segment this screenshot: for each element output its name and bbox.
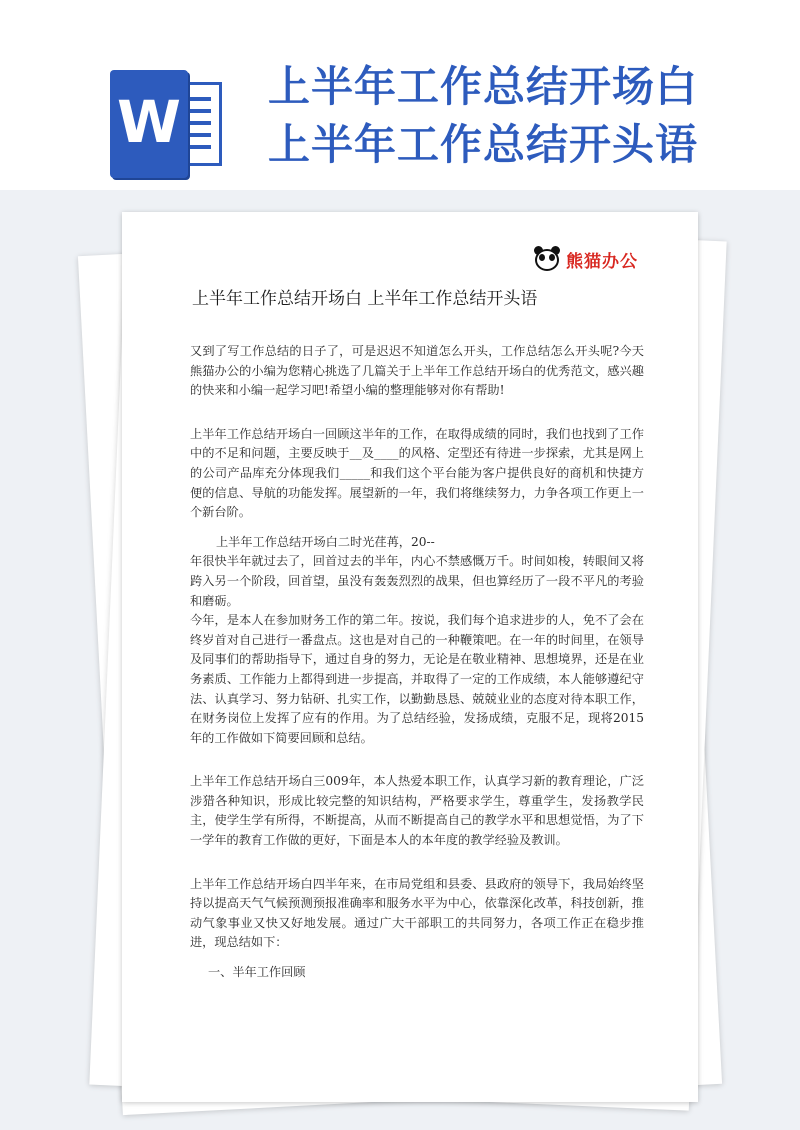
paragraph-intro: 又到了写工作总结的日子了，可是迟迟不知道怎么开头，工作总结怎么开头呢?今天熊猫办公的小编为您精心挑选了几篇关于上半年工作总结开场白的优秀范文，感兴趣的快来和小编一起学习吧!希望小编的整理能够对你有帮助! — [190, 344, 644, 398]
brand-logo-text: 熊猫办公 — [566, 251, 638, 272]
document-page[interactable] — [122, 212, 698, 1102]
paragraph-four: 上半年工作总结开场白四半年来，在市局党组和县委、县政府的领导下，我局始终坚持以提高天气气候预测预报准确率和服务水平为中心，依靠深化改革，科技创新，推动气象事业又快又好地发展。通过广大干部职工的共同努力，各项工作正在稳步推进，现总结如下： — [190, 876, 644, 950]
paragraph-two: 年很快半年就过去了，回首过去的半年，内心不禁感慨万千。时间如梭，转眼间又将跨入另一个阶段，回首望，虽没有轰轰烈烈的战果，但也算经历了一段不平凡的考验和磨砺。 — [190, 554, 644, 608]
section-heading: 一、半年工作回顾 — [208, 965, 306, 980]
brand-logo — [532, 246, 638, 272]
panda-icon — [532, 246, 562, 272]
paragraph-two-heading: 上半年工作总结开场白二时光荏苒，20-- — [216, 534, 435, 549]
paragraph-two-continued: 今年，是本人在参加财务工作的第二年。按说，我们每个追求进步的人，免不了会在终岁首对自己进行一番盘点。这也是对自己的一种鞭策吧。在一年的时间里，在领导及同事们的帮助指导下，通过自身的努力，无论是在敬业精神、思想境界，还是在业务素质、工作能力上都得到进一步提高，并取得了一定的工作成绩，本人能够遵纪守法、认真学习、努力钻研、扎实工作，以勤勤恳恳、兢兢业业的态度对待本职工作，在财务岗位上发挥了应有的作用。为了总结经验，发扬成绩，克服不足，现将2015年的工作做如下简要回顾和总结。 — [190, 613, 644, 745]
banner-title-line-1: 上半年工作总结开场白 — [268, 62, 699, 111]
paragraph-three: 上半年工作总结开场白三009年，本人热爱本职工作，认真学习新的教育理论，广泛涉猎各种知识，形成比较完整的知识结构，严格要求学生，尊重学生，发扬教学民主，使学生学有所得，不断提高，从而不断提高自己的教学水平和思想觉悟，为了下一学年的教育工作做的更好，下面是本人的本年度的教学经验及教训。 — [190, 774, 644, 848]
document-body — [190, 342, 644, 983]
banner-title — [268, 58, 788, 174]
document-title: 上半年工作总结开场白 上半年工作总结开头语 — [192, 289, 538, 309]
word-document-icon — [110, 70, 230, 180]
header-banner — [0, 0, 800, 190]
word-icon-letter: W — [117, 88, 181, 156]
banner-title-line-2: 上半年工作总结开头语 — [268, 120, 699, 169]
paragraph-one: 上半年工作总结开场白一回顾这半年的工作，在取得成绩的同时，我们也找到了工作中的不足和问题，主要反映于__及____的风格、定型还有待进一步探索，尤其是网上的公司产品库充分体现我们_____和我们这个平台能为客户提供良好的商机和快捷方便的信息、导航的功能发挥。展望新的一年，我们将继续努力，力争各项工作更上一个新台阶。 — [190, 426, 644, 520]
word-icon-badge — [110, 70, 188, 178]
